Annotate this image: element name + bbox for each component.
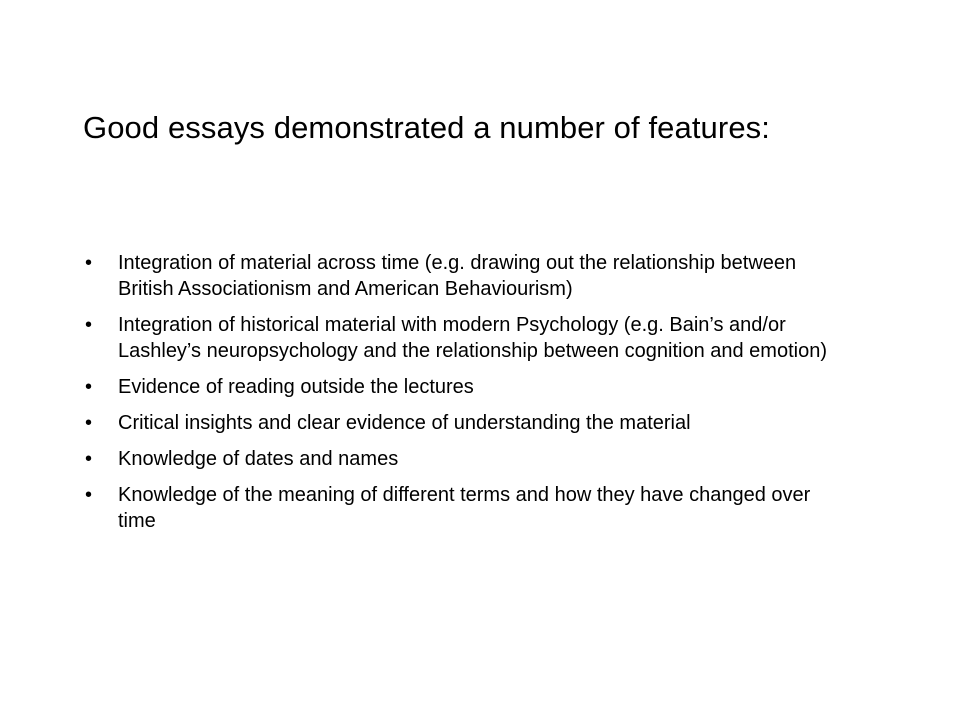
bullet-item: [85, 312, 845, 364]
bullet-item: [85, 446, 845, 472]
slide-title: Good essays demonstrated a number of features:: [83, 110, 770, 145]
bullet-item: [85, 374, 845, 400]
bullet-text: Critical insights and clear evidence of understanding the material: [118, 412, 691, 434]
bullet-text: Knowledge of dates and names: [118, 448, 399, 470]
bullet-list: [85, 250, 845, 544]
bullet-item: [85, 250, 845, 302]
bullet-icon: •: [85, 484, 93, 506]
bullet-text: Integration of material across time (e.g. drawing out the relationship between British Associationism and American Behaviourism): [118, 252, 797, 300]
bullet-text: Knowledge of the meaning of different terms and how they have changed over time: [118, 484, 811, 532]
bullet-icon: •: [85, 448, 93, 470]
bullet-item: [85, 410, 845, 436]
bullet-text: Integration of historical material with modern Psychology (e.g. Bain’s and/or Lashley’s neuropsychology and the relationship between cognition and emotion): [118, 314, 827, 362]
bullet-icon: •: [85, 314, 93, 336]
bullet-text: Evidence of reading outside the lectures: [118, 376, 474, 398]
bullet-icon: •: [85, 252, 93, 274]
bullet-icon: •: [85, 376, 93, 398]
bullet-icon: •: [85, 412, 93, 434]
bullet-item: [85, 482, 845, 534]
